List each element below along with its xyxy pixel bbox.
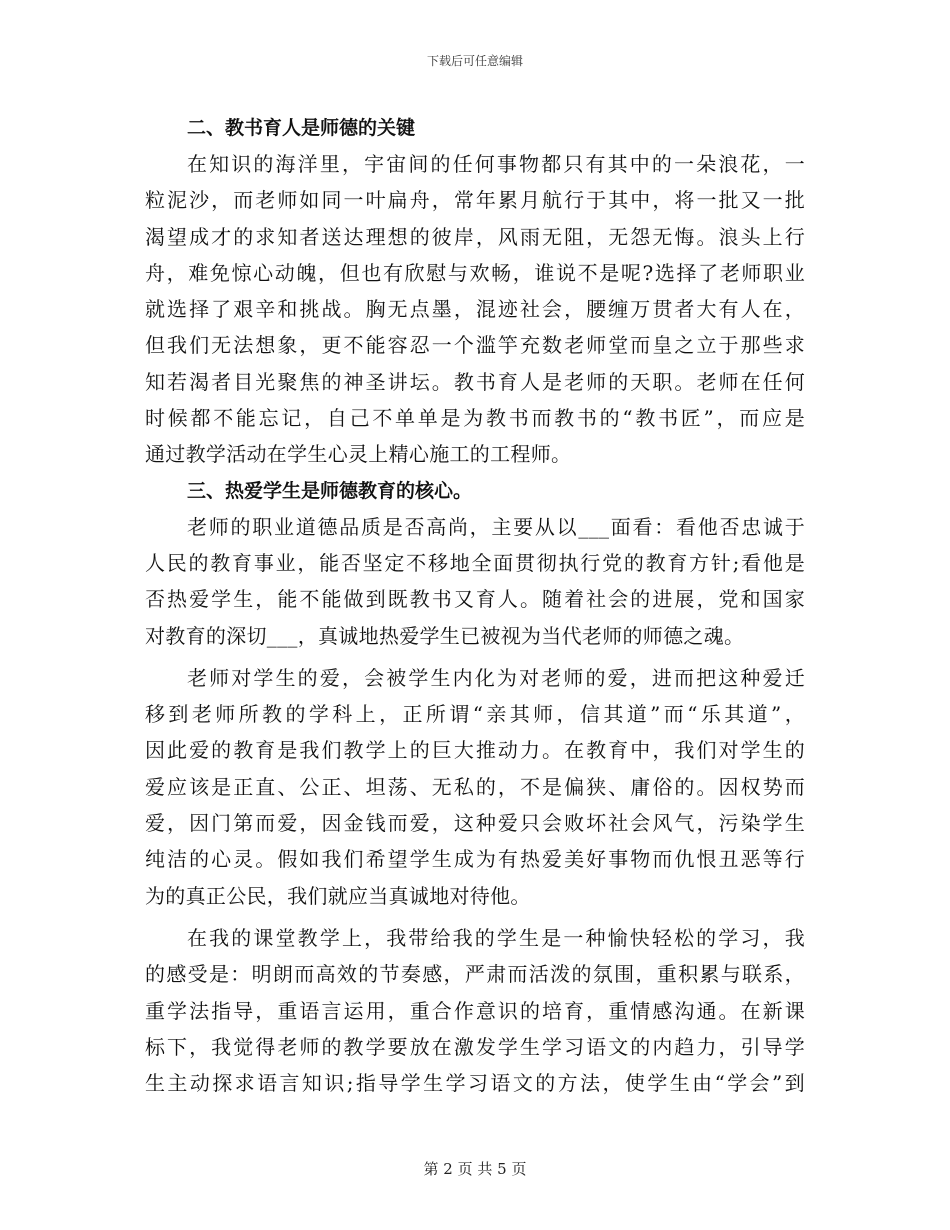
page-header: 下载后可任意编辑 xyxy=(426,54,523,68)
document-body xyxy=(145,110,805,1101)
paragraph-1 xyxy=(145,146,805,473)
section-heading-3: 三、热爱学生是师德教育的核心。 xyxy=(187,479,473,502)
paragraph-line: 渴望成才的求知者送达理想的彼岸，风雨无阻，无怨无悔。浪头上行 xyxy=(145,224,805,249)
paragraph-line: 移到老师所教的学科上，正所谓“亲其师，信其道”而“乐其道”， xyxy=(145,702,805,727)
paragraph-2 xyxy=(145,509,805,654)
page-number-footer: 第 2 页 共 5 页 xyxy=(423,1160,527,1178)
paragraph-line: 粒泥沙，而老师如同一叶扁舟，常年累月航行于其中，将一批又一批 xyxy=(145,188,805,213)
paragraph-line: 通过教学活动在学生心灵上精心施工的工程师。 xyxy=(145,442,572,467)
paragraph-line: 否热爱学生，能不能做到既教书又育人。随着社会的进展，党和国家 xyxy=(145,587,805,612)
paragraph-line: 时候都不能忘记，自己不单单是为教书而教书的“教书匠”，而应是 xyxy=(145,406,805,431)
paragraph-line: 的感受是：明朗而高效的节奏感，严肃而活泼的氛围，重积累与联系， xyxy=(145,962,805,987)
paragraph-line: 因此爱的教育是我们教学上的巨大推动力。在教育中，我们对学生的 xyxy=(145,738,805,763)
paragraph-line: 爱应该是正直、公正、坦荡、无私的，不是偏狭、庸俗的。因权势而 xyxy=(145,774,805,799)
paragraph-line: 老师对学生的爱，会被学生内化为对老师的爱，进而把这种爱迁 xyxy=(187,665,805,690)
paragraph-line: 标下，我觉得老师的教学要放在激发学生学习语文的内趋力，引导学 xyxy=(145,1034,805,1059)
paragraph-4 xyxy=(145,920,805,1101)
paragraph-line: 爱，因门第而爱，因金钱而爱，这种爱只会败坏社会风气，污染学生 xyxy=(145,811,805,836)
paragraph-line: 对教育的深切___，真诚地热爱学生已被视为当代老师的师德之魂。 xyxy=(145,623,745,648)
paragraph-line: 生主动探求语言知识;指导学生学习语文的方法，使学生由“学会”到 xyxy=(145,1071,805,1096)
paragraph-line: 在我的课堂教学上，我带给我的学生是一种愉快轻松的学习，我 xyxy=(187,925,805,950)
section-heading-2: 二、教书育人是师德的关键 xyxy=(187,117,416,139)
paragraph-line: 在知识的海洋里，宇宙间的任何事物都只有其中的一朵浪花，一 xyxy=(187,152,805,176)
paragraph-line: 为的真正公民，我们就应当真诚地对待他。 xyxy=(145,883,531,908)
paragraph-line: 纯洁的心灵。假如我们希望学生成为有热爱美好事物而仇恨丑恶等行 xyxy=(145,847,805,872)
paragraph-line: 知若渴者目光聚焦的神圣讲坛。教书育人是老师的天职。老师在任何 xyxy=(145,369,805,394)
paragraph-line: 人民的教育事业，能否坚定不移地全面贯彻执行党的教育方针;看他是 xyxy=(145,550,805,575)
paragraph-line: 老师的职业道德品质是否高尚，主要从以___面看：看他否忠诚于 xyxy=(187,514,805,539)
paragraph-line: 但我们无法想象，更不能容忍一个滥竽充数老师堂而皇之立于那些求 xyxy=(145,333,805,358)
paragraph-3 xyxy=(145,660,805,914)
paragraph-line: 重学法指导，重语言运用，重合作意识的培育，重情感沟通。在新课 xyxy=(145,998,805,1023)
paragraph-line: 就选择了艰辛和挑战。胸无点墨，混迹社会，腰缠万贯者大有人在， xyxy=(145,297,805,322)
paragraph-line: 舟，难免惊心动魄，但也有欣慰与欢畅，谁说不是呢?选择了老师职业 xyxy=(145,260,805,285)
